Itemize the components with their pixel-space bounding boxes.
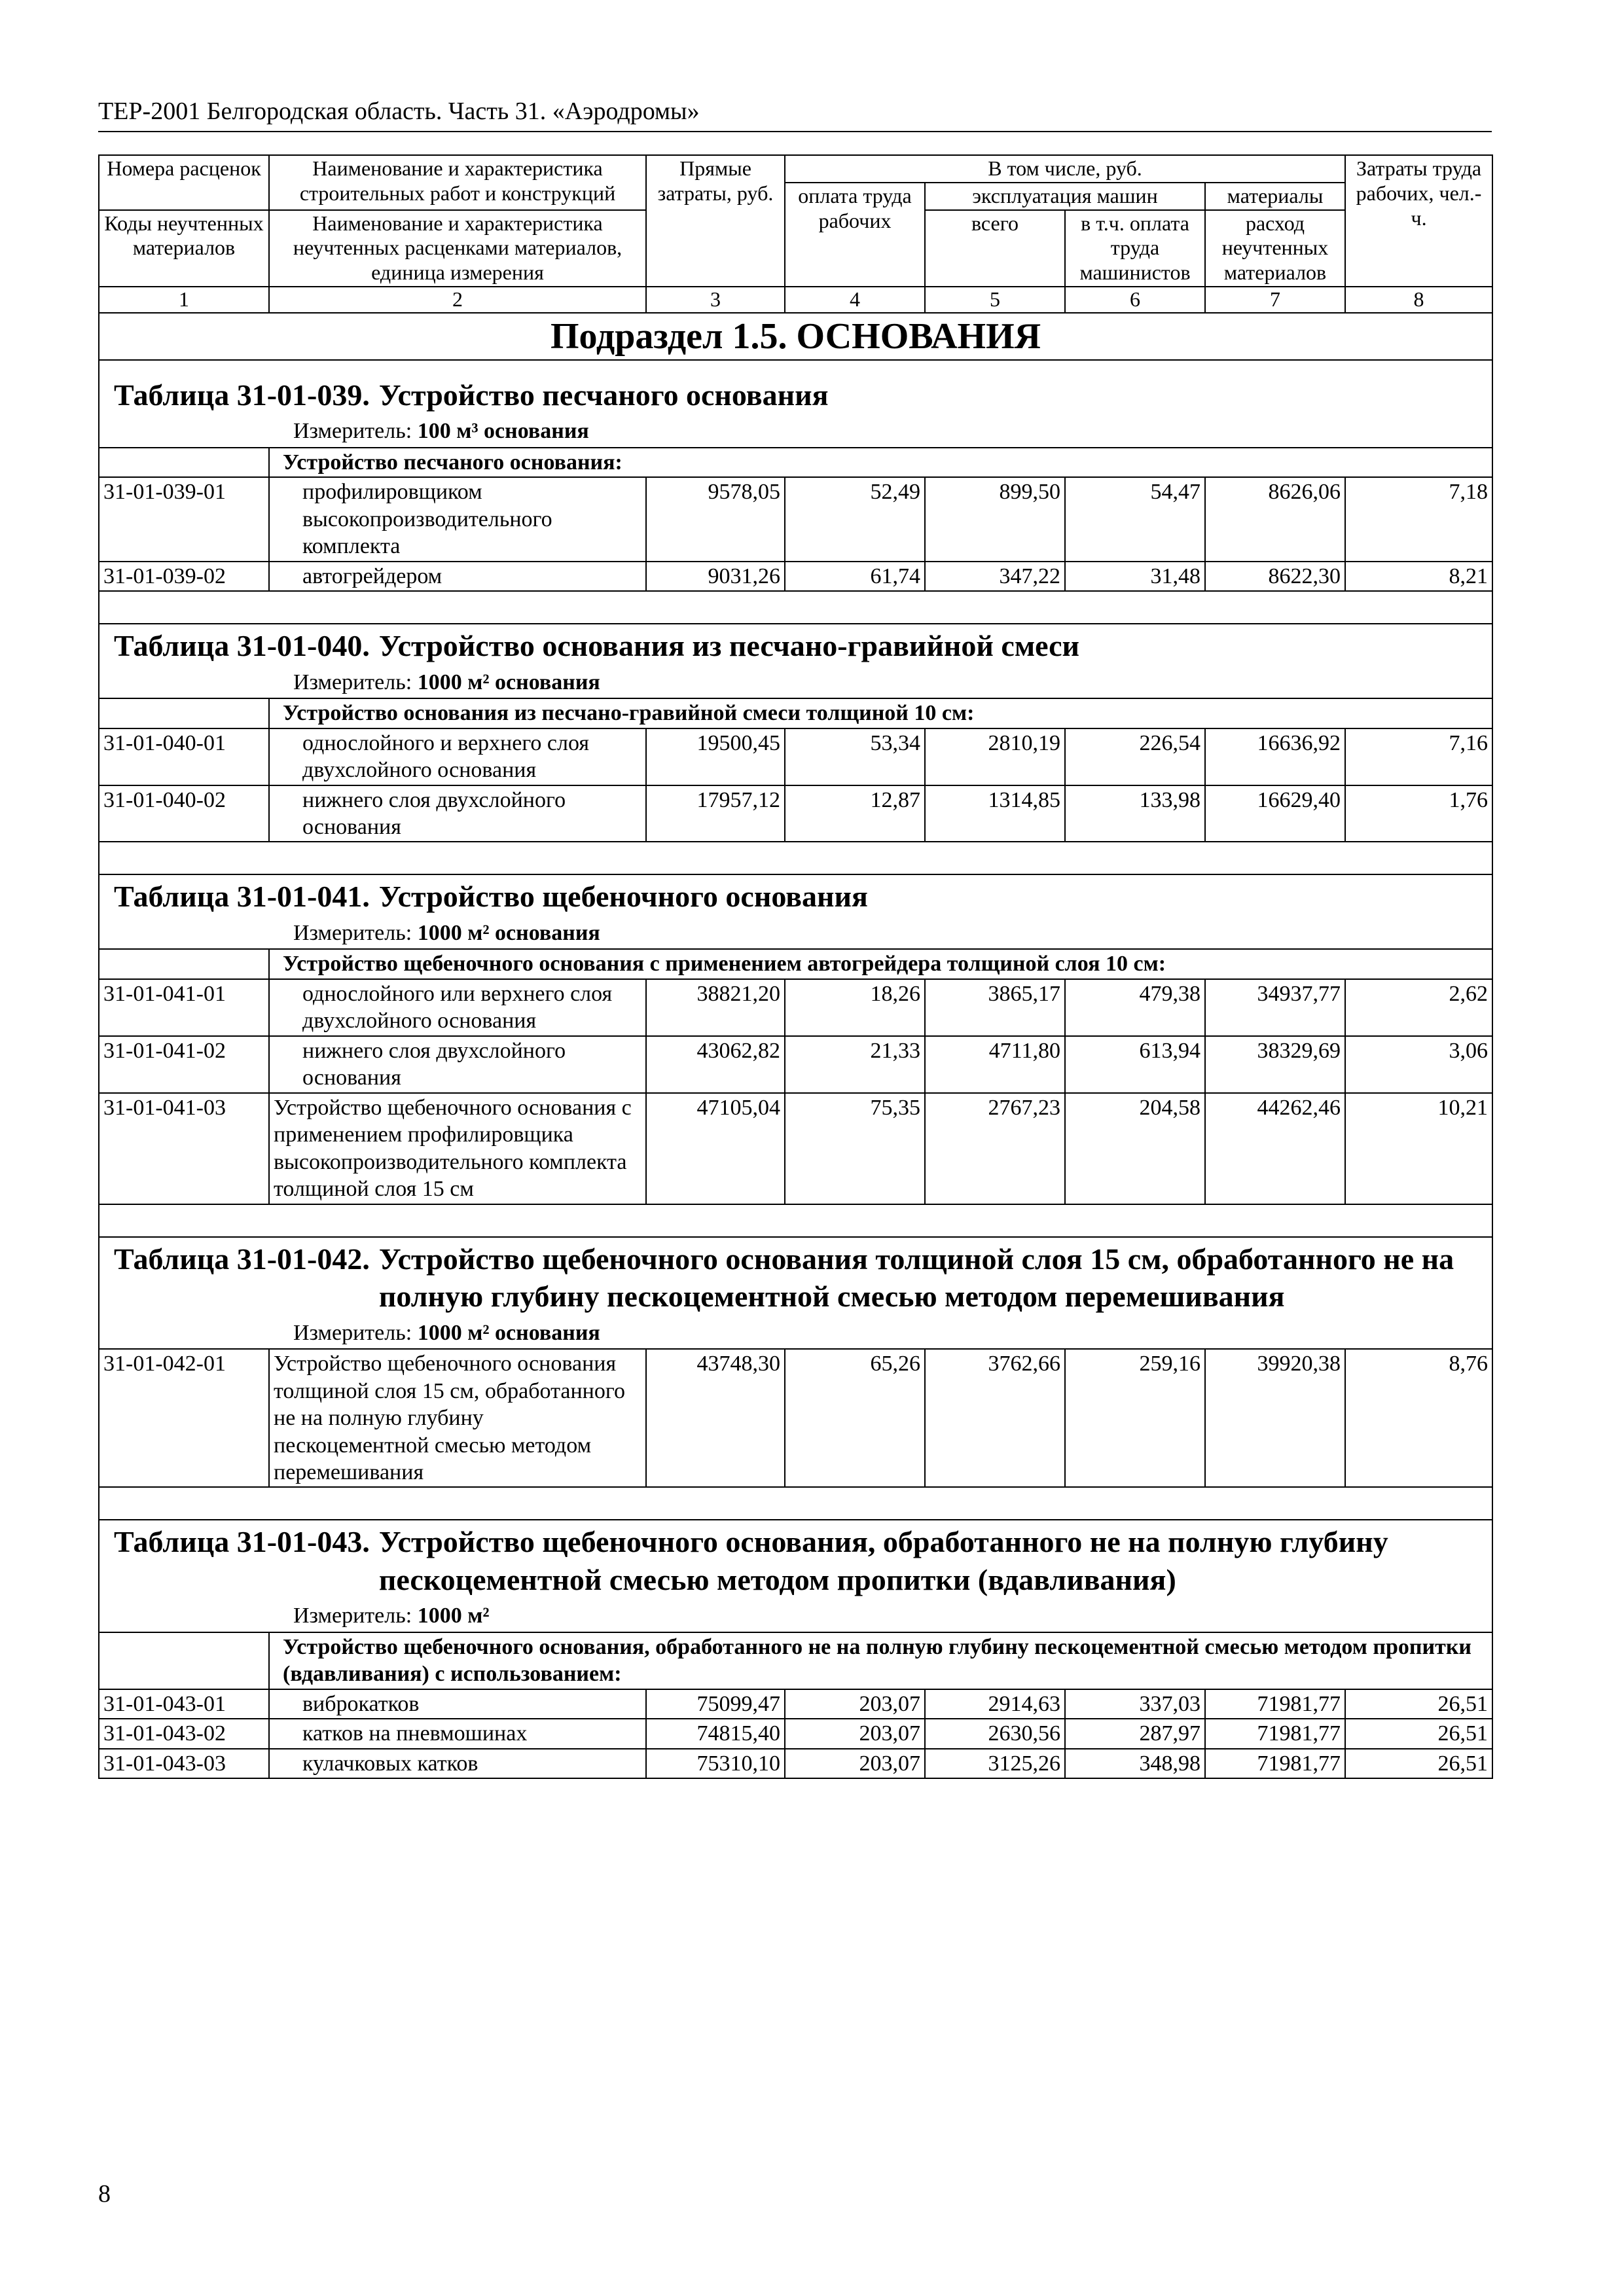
value-c3: 19500,45: [646, 728, 785, 785]
work-name: однослойного или верхнего слоя двухслойного основания: [269, 979, 646, 1036]
value-c3: 74815,40: [646, 1719, 785, 1748]
measure-unit: [103, 665, 1488, 697]
measure-label: Измеритель:: [293, 419, 412, 444]
measure-value: 1000 м² основания: [417, 1320, 600, 1345]
work-name: нижнего слоя двухслойного основания: [269, 785, 646, 842]
table-title-text: Устройство щебеночного основания толщиной слоя 15 см, обработанного не на полную глубину пескоцементной смесью методом перемешивания: [378, 1242, 1454, 1314]
header-labor-pay: оплата труда рабочих: [785, 183, 925, 287]
value-c6: 479,38: [1065, 979, 1205, 1036]
value-c5: 899,50: [925, 477, 1065, 561]
work-name: однослойного и верхнего слоя двухслойного основания: [269, 728, 646, 785]
document-header: ТЕР-2001 Белгородская область. Часть 31. «Аэродромы»: [98, 98, 700, 125]
value-c5: 1314,85: [925, 785, 1065, 842]
rate-code: 31-01-041-03: [99, 1093, 269, 1204]
value-c8: 26,51: [1345, 1689, 1492, 1719]
value-c5: 2630,56: [925, 1719, 1065, 1748]
value-c7: 71981,77: [1205, 1749, 1345, 1778]
value-c3: 17957,12: [646, 785, 785, 842]
value-c5: 3125,26: [925, 1749, 1065, 1778]
rate-code: 31-01-041-01: [99, 979, 269, 1036]
value-c4: 52,49: [785, 477, 925, 561]
group-heading: Устройство песчаного основания:: [269, 448, 1492, 477]
header-including: В том числе, руб.: [785, 155, 1345, 183]
table-title: [103, 627, 1488, 665]
group-heading: Устройство щебеночного основания с применением автогрейдера толщиной слоя 10 см:: [269, 949, 1492, 978]
value-c4: 203,07: [785, 1719, 925, 1748]
table-header: [99, 155, 1492, 313]
header-labor-costs: Затраты труда рабочих, чел.-ч.: [1345, 155, 1492, 287]
rate-code: 31-01-042-01: [99, 1349, 269, 1487]
value-c7: 34937,77: [1205, 979, 1345, 1036]
table-label: Таблица 31-01-040.: [114, 629, 370, 663]
value-c7: 16636,92: [1205, 728, 1345, 785]
value-c6: 31,48: [1065, 562, 1205, 591]
group-row: [99, 949, 1492, 978]
table-title-row: [99, 1237, 1492, 1349]
value-c7: 71981,77: [1205, 1719, 1345, 1748]
table-title: [103, 878, 1488, 916]
measure-value: 1000 м² основания: [417, 920, 600, 945]
measure-value: 1000 м²: [417, 1604, 490, 1628]
work-name: нижнего слоя двухслойного основания: [269, 1036, 646, 1093]
rate-code: 31-01-043-01: [99, 1689, 269, 1719]
value-c5: 2914,63: [925, 1689, 1065, 1719]
header-materials: материалы: [1205, 183, 1345, 210]
value-c5: 3762,66: [925, 1349, 1065, 1487]
rate-code: 31-01-039-01: [99, 477, 269, 561]
value-c7: 71981,77: [1205, 1689, 1345, 1719]
value-c8: 7,18: [1345, 477, 1492, 561]
page-number: 8: [98, 2180, 111, 2208]
column-number: 3: [646, 287, 785, 313]
value-c8: 26,51: [1345, 1719, 1492, 1748]
value-c7: 8626,06: [1205, 477, 1345, 561]
column-numbers-row: [99, 287, 1492, 313]
table-title-text: Устройство основания из песчано-гравийной смеси: [378, 629, 1080, 663]
table-title: [103, 376, 1488, 414]
table-title-text: Устройство песчаного основания: [378, 378, 829, 412]
value-c6: 348,98: [1065, 1749, 1205, 1778]
table-row: [99, 477, 1492, 561]
table-spacer: [99, 591, 1492, 624]
work-name: профилировщиком высокопроизводительного комплекта: [269, 477, 646, 561]
rate-code: 31-01-043-02: [99, 1719, 269, 1748]
table-row: [99, 1093, 1492, 1204]
value-c4: 53,34: [785, 728, 925, 785]
rate-code: 31-01-040-01: [99, 728, 269, 785]
value-c4: 203,07: [785, 1749, 925, 1778]
work-name: Устройство щебеночного основания с применением профилировщика высокопроизводительного комплекта толщиной слоя 15 см: [269, 1093, 646, 1204]
table-row: [99, 1036, 1492, 1093]
table-label: Таблица 31-01-041.: [114, 880, 370, 914]
table-row: [99, 1689, 1492, 1719]
table-label: Таблица 31-01-043.: [114, 1525, 370, 1559]
value-c3: 43748,30: [646, 1349, 785, 1487]
group-row: [99, 698, 1492, 728]
rates-table-container: [98, 154, 1492, 1779]
work-name: автогрейдером: [269, 562, 646, 591]
table-row: [99, 1349, 1492, 1487]
value-c8: 8,21: [1345, 562, 1492, 591]
table-row: [99, 1719, 1492, 1748]
value-c7: 44262,46: [1205, 1093, 1345, 1204]
work-name: виброкатков: [269, 1689, 646, 1719]
value-c5: 2767,23: [925, 1093, 1065, 1204]
rate-code: 31-01-039-02: [99, 562, 269, 591]
value-c6: 204,58: [1065, 1093, 1205, 1204]
group-heading: Устройство щебеночного основания, обработанного не на полную глубину пескоцементной смесью методом пропитки (вдавливания) с использованием:: [269, 1632, 1492, 1689]
measure-unit: [103, 916, 1488, 948]
value-c6: 226,54: [1065, 728, 1205, 785]
value-c6: 613,94: [1065, 1036, 1205, 1093]
table-title: [103, 1523, 1488, 1598]
value-c7: 8622,30: [1205, 562, 1345, 591]
subsection-title: Подраздел 1.5. ОСНОВАНИЯ: [99, 313, 1492, 360]
table-row: [99, 1749, 1492, 1778]
group-row: [99, 1632, 1492, 1689]
header-work-name: Наименование и характеристика строительных работ и конструкций: [269, 155, 646, 210]
table-spacer: [99, 1487, 1492, 1520]
value-c5: 2810,19: [925, 728, 1065, 785]
column-number: 6: [1065, 287, 1205, 313]
rate-code: 31-01-041-02: [99, 1036, 269, 1093]
value-c7: 16629,40: [1205, 785, 1345, 842]
measure-label: Измеритель:: [293, 670, 412, 694]
value-c8: 8,76: [1345, 1349, 1492, 1487]
group-row: [99, 448, 1492, 477]
value-c6: 287,97: [1065, 1719, 1205, 1748]
work-name: Устройство щебеночного основания толщиной слоя 15 см, обработанного не на полную глубину пескоцементной смесью методом перемешивания: [269, 1349, 646, 1487]
rate-code: 31-01-043-03: [99, 1749, 269, 1778]
column-number: 7: [1205, 287, 1345, 313]
value-c6: 337,03: [1065, 1689, 1205, 1719]
table-title-text: Устройство щебеночного основания, обработанного не на полную глубину пескоцементной смесью методом пропитки (вдавливания): [378, 1525, 1388, 1596]
value-c8: 26,51: [1345, 1749, 1492, 1778]
header-unaccounted-materials: расход неучтенных материалов: [1205, 210, 1345, 287]
value-c3: 43062,82: [646, 1036, 785, 1093]
value-c4: 12,87: [785, 785, 925, 842]
value-c5: 3865,17: [925, 979, 1065, 1036]
work-name: кулачковых катков: [269, 1749, 646, 1778]
column-number: 2: [269, 287, 646, 313]
value-c3: 75099,47: [646, 1689, 785, 1719]
value-c7: 39920,38: [1205, 1349, 1345, 1487]
value-c8: 2,62: [1345, 979, 1492, 1036]
table-title-text: Устройство щебеночного основания: [378, 880, 868, 914]
header-machines-total: всего: [925, 210, 1065, 287]
measure-label: Измеритель:: [293, 920, 412, 945]
work-name: катков на пневмошинах: [269, 1719, 646, 1748]
table-spacer: [99, 842, 1492, 874]
value-c3: 9578,05: [646, 477, 785, 561]
value-c3: 47105,04: [646, 1093, 785, 1204]
header-machines: эксплуатация машин: [925, 183, 1205, 210]
value-c8: 1,76: [1345, 785, 1492, 842]
measure-unit: [103, 414, 1488, 446]
value-c3: 75310,10: [646, 1749, 785, 1778]
value-c8: 7,16: [1345, 728, 1492, 785]
table-title-row: [99, 874, 1492, 949]
rates-table: [98, 154, 1493, 1779]
header-rule: [98, 131, 1492, 132]
measure-label: Измеритель:: [293, 1320, 412, 1345]
value-c6: 133,98: [1065, 785, 1205, 842]
group-heading: Устройство основания из песчано-гравийной смеси толщиной 10 см:: [269, 698, 1492, 728]
table-row: [99, 562, 1492, 591]
value-c5: 347,22: [925, 562, 1065, 591]
header-material-codes: Коды неучтенных материалов: [99, 210, 269, 287]
value-c3: 38821,20: [646, 979, 785, 1036]
value-c4: 61,74: [785, 562, 925, 591]
value-c4: 21,33: [785, 1036, 925, 1093]
measure-value: 100 м³ основания: [417, 419, 589, 444]
measure-label: Измеритель:: [293, 1604, 412, 1628]
table-title: [103, 1240, 1488, 1316]
table-label: Таблица 31-01-039.: [114, 378, 370, 412]
value-c4: 75,35: [785, 1093, 925, 1204]
value-c7: 38329,69: [1205, 1036, 1345, 1093]
header-direct-costs: Прямые затраты, руб.: [646, 155, 785, 287]
table-row: [99, 728, 1492, 785]
table-title-row: [99, 1520, 1492, 1632]
measure-unit: [103, 1598, 1488, 1630]
subsection-row: [99, 313, 1492, 360]
value-c8: 10,21: [1345, 1093, 1492, 1204]
value-c3: 9031,26: [646, 562, 785, 591]
column-number: 5: [925, 287, 1065, 313]
table-spacer: [99, 1204, 1492, 1237]
value-c5: 4711,80: [925, 1036, 1065, 1093]
table-row: [99, 785, 1492, 842]
value-c8: 3,06: [1345, 1036, 1492, 1093]
table-row: [99, 979, 1492, 1036]
header-machinist-pay: в т.ч. оплата труда машинистов: [1065, 210, 1205, 287]
value-c4: 65,26: [785, 1349, 925, 1487]
value-c6: 54,47: [1065, 477, 1205, 561]
table-label: Таблица 31-01-042.: [114, 1242, 370, 1276]
column-number: 8: [1345, 287, 1492, 313]
rate-code: 31-01-040-02: [99, 785, 269, 842]
value-c4: 18,26: [785, 979, 925, 1036]
table-title-row: [99, 624, 1492, 698]
value-c4: 203,07: [785, 1689, 925, 1719]
header-rate-numbers: Номера расценок: [99, 155, 269, 210]
table-body: [99, 313, 1492, 1779]
measure-value: 1000 м² основания: [417, 670, 600, 694]
measure-unit: [103, 1316, 1488, 1348]
column-number: 1: [99, 287, 269, 313]
column-number: 4: [785, 287, 925, 313]
header-material-names: Наименование и характеристика неучтенных расценками материалов, единица измерения: [269, 210, 646, 287]
value-c6: 259,16: [1065, 1349, 1205, 1487]
table-title-row: [99, 360, 1492, 448]
